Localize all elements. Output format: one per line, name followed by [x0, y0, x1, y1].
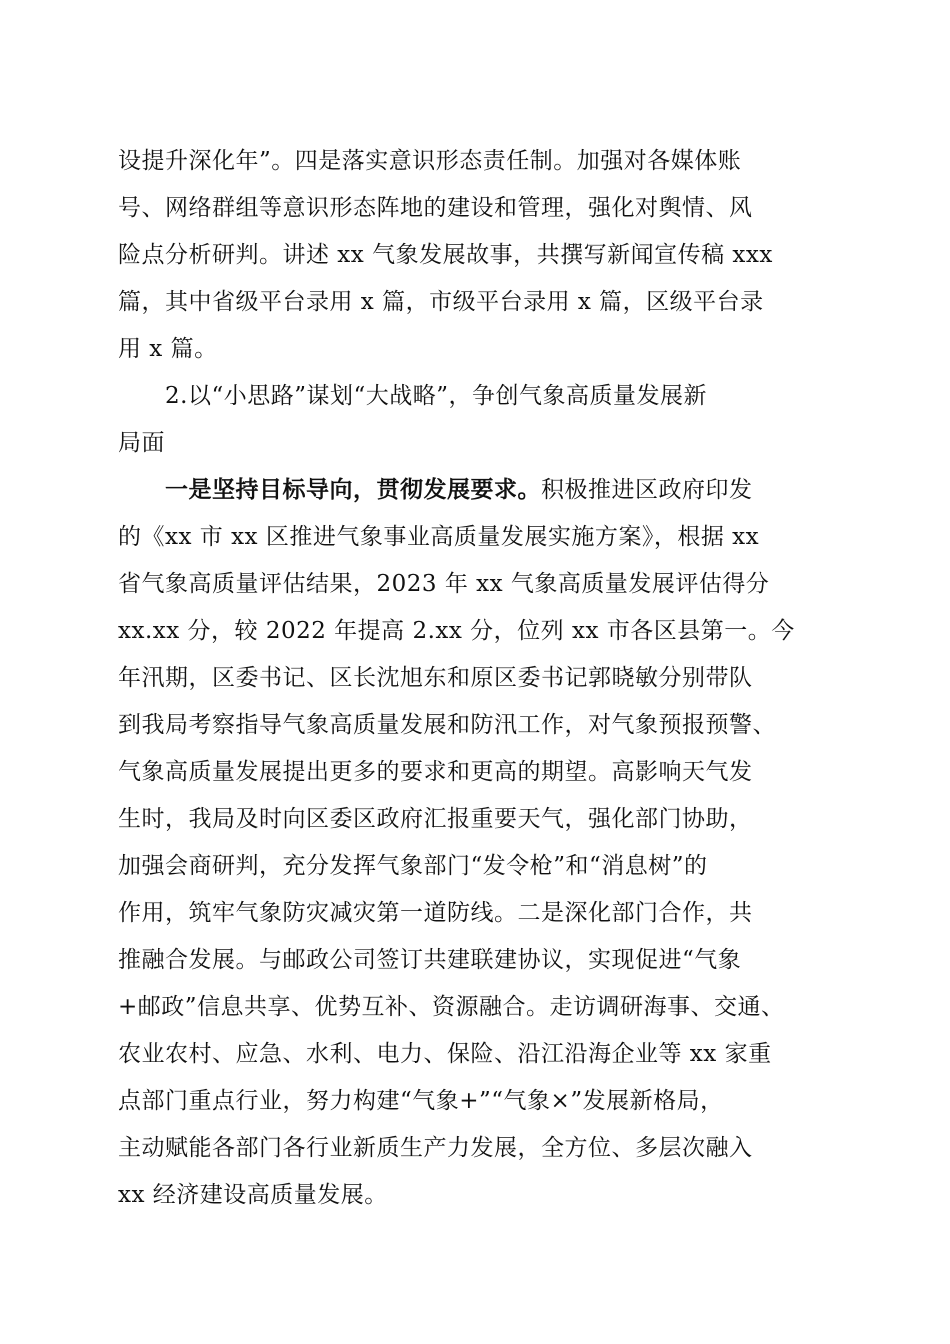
- body-text-line: 设提升深化年”。四是落实意识形态责任制。加强对各媒体账: [118, 148, 742, 174]
- body-text-line: 推融合发展。与邮政公司签订共建联建协议，实现促进“气象: [118, 947, 742, 973]
- section-heading: 2.以“小思路”谋划“大战略”，争创气象高质量发展新: [165, 383, 707, 409]
- body-text-line: 到我局考察指导气象高质量发展和防汛工作，对气象预报预警、: [118, 712, 776, 738]
- body-text-line: 年汛期，区委书记、区长沈旭东和原区委书记郭晓敏分别带队: [118, 665, 753, 691]
- body-text-line: 的《xx 市 xx 区推进气象事业高质量发展实施方案》，根据 xx: [118, 524, 760, 550]
- body-text-line: 号、网络群组等意识形态阵地的建设和管理，强化对舆情、风: [118, 195, 753, 221]
- paragraph-first-line: [165, 475, 885, 505]
- body-text-line: 篇，其中省级平台录用 x 篇，市级平台录用 x 篇，区级平台录: [118, 289, 764, 315]
- body-text-line: +邮政”信息共享、优势互补、资源融合。走访调研海事、交通、: [118, 994, 785, 1020]
- section-heading-continuation: 局面: [118, 430, 165, 456]
- body-text-line: 险点分析研判。讲述 xx 气象发展故事，共撰写新闻宣传稿 xxx: [118, 242, 773, 268]
- body-text-line: 气象高质量发展提出更多的要求和更高的期望。高影响天气发: [118, 759, 753, 785]
- body-text-line: xx 经济建设高质量发展。: [118, 1182, 388, 1208]
- body-text-line: xx.xx 分，较 2022 年提高 2.xx 分，位列 xx 市各区县第一。今: [118, 618, 795, 644]
- body-text-line: 主动赋能各部门各行业新质生产力发展，全方位、多层次融入: [118, 1135, 753, 1161]
- body-text-line: 点部门重点行业，努力构建“气象+”“气象×”发展新格局，: [118, 1088, 724, 1114]
- body-text-line: 农业农村、应急、水利、电力、保险、沿江沿海企业等 xx 家重: [118, 1041, 772, 1067]
- lead-line-rest: 积极推进区政府印发: [541, 477, 753, 503]
- body-text-line: 加强会商研判，充分发挥气象部门“发令枪”和“消息树”的: [118, 853, 708, 879]
- bold-lead-text: 一是坚持目标导向，贯彻发展要求。: [165, 476, 541, 503]
- body-text-line: 作用，筑牢气象防灾减灾第一道防线。二是深化部门合作，共: [118, 900, 753, 926]
- body-text-line: 省气象高质量评估结果，2023 年 xx 气象高质量发展评估得分: [118, 571, 770, 597]
- body-text-line: 用 x 篇。: [118, 336, 218, 362]
- body-text-line: 生时，我局及时向区委区政府汇报重要天气，强化部门协助，: [118, 806, 753, 832]
